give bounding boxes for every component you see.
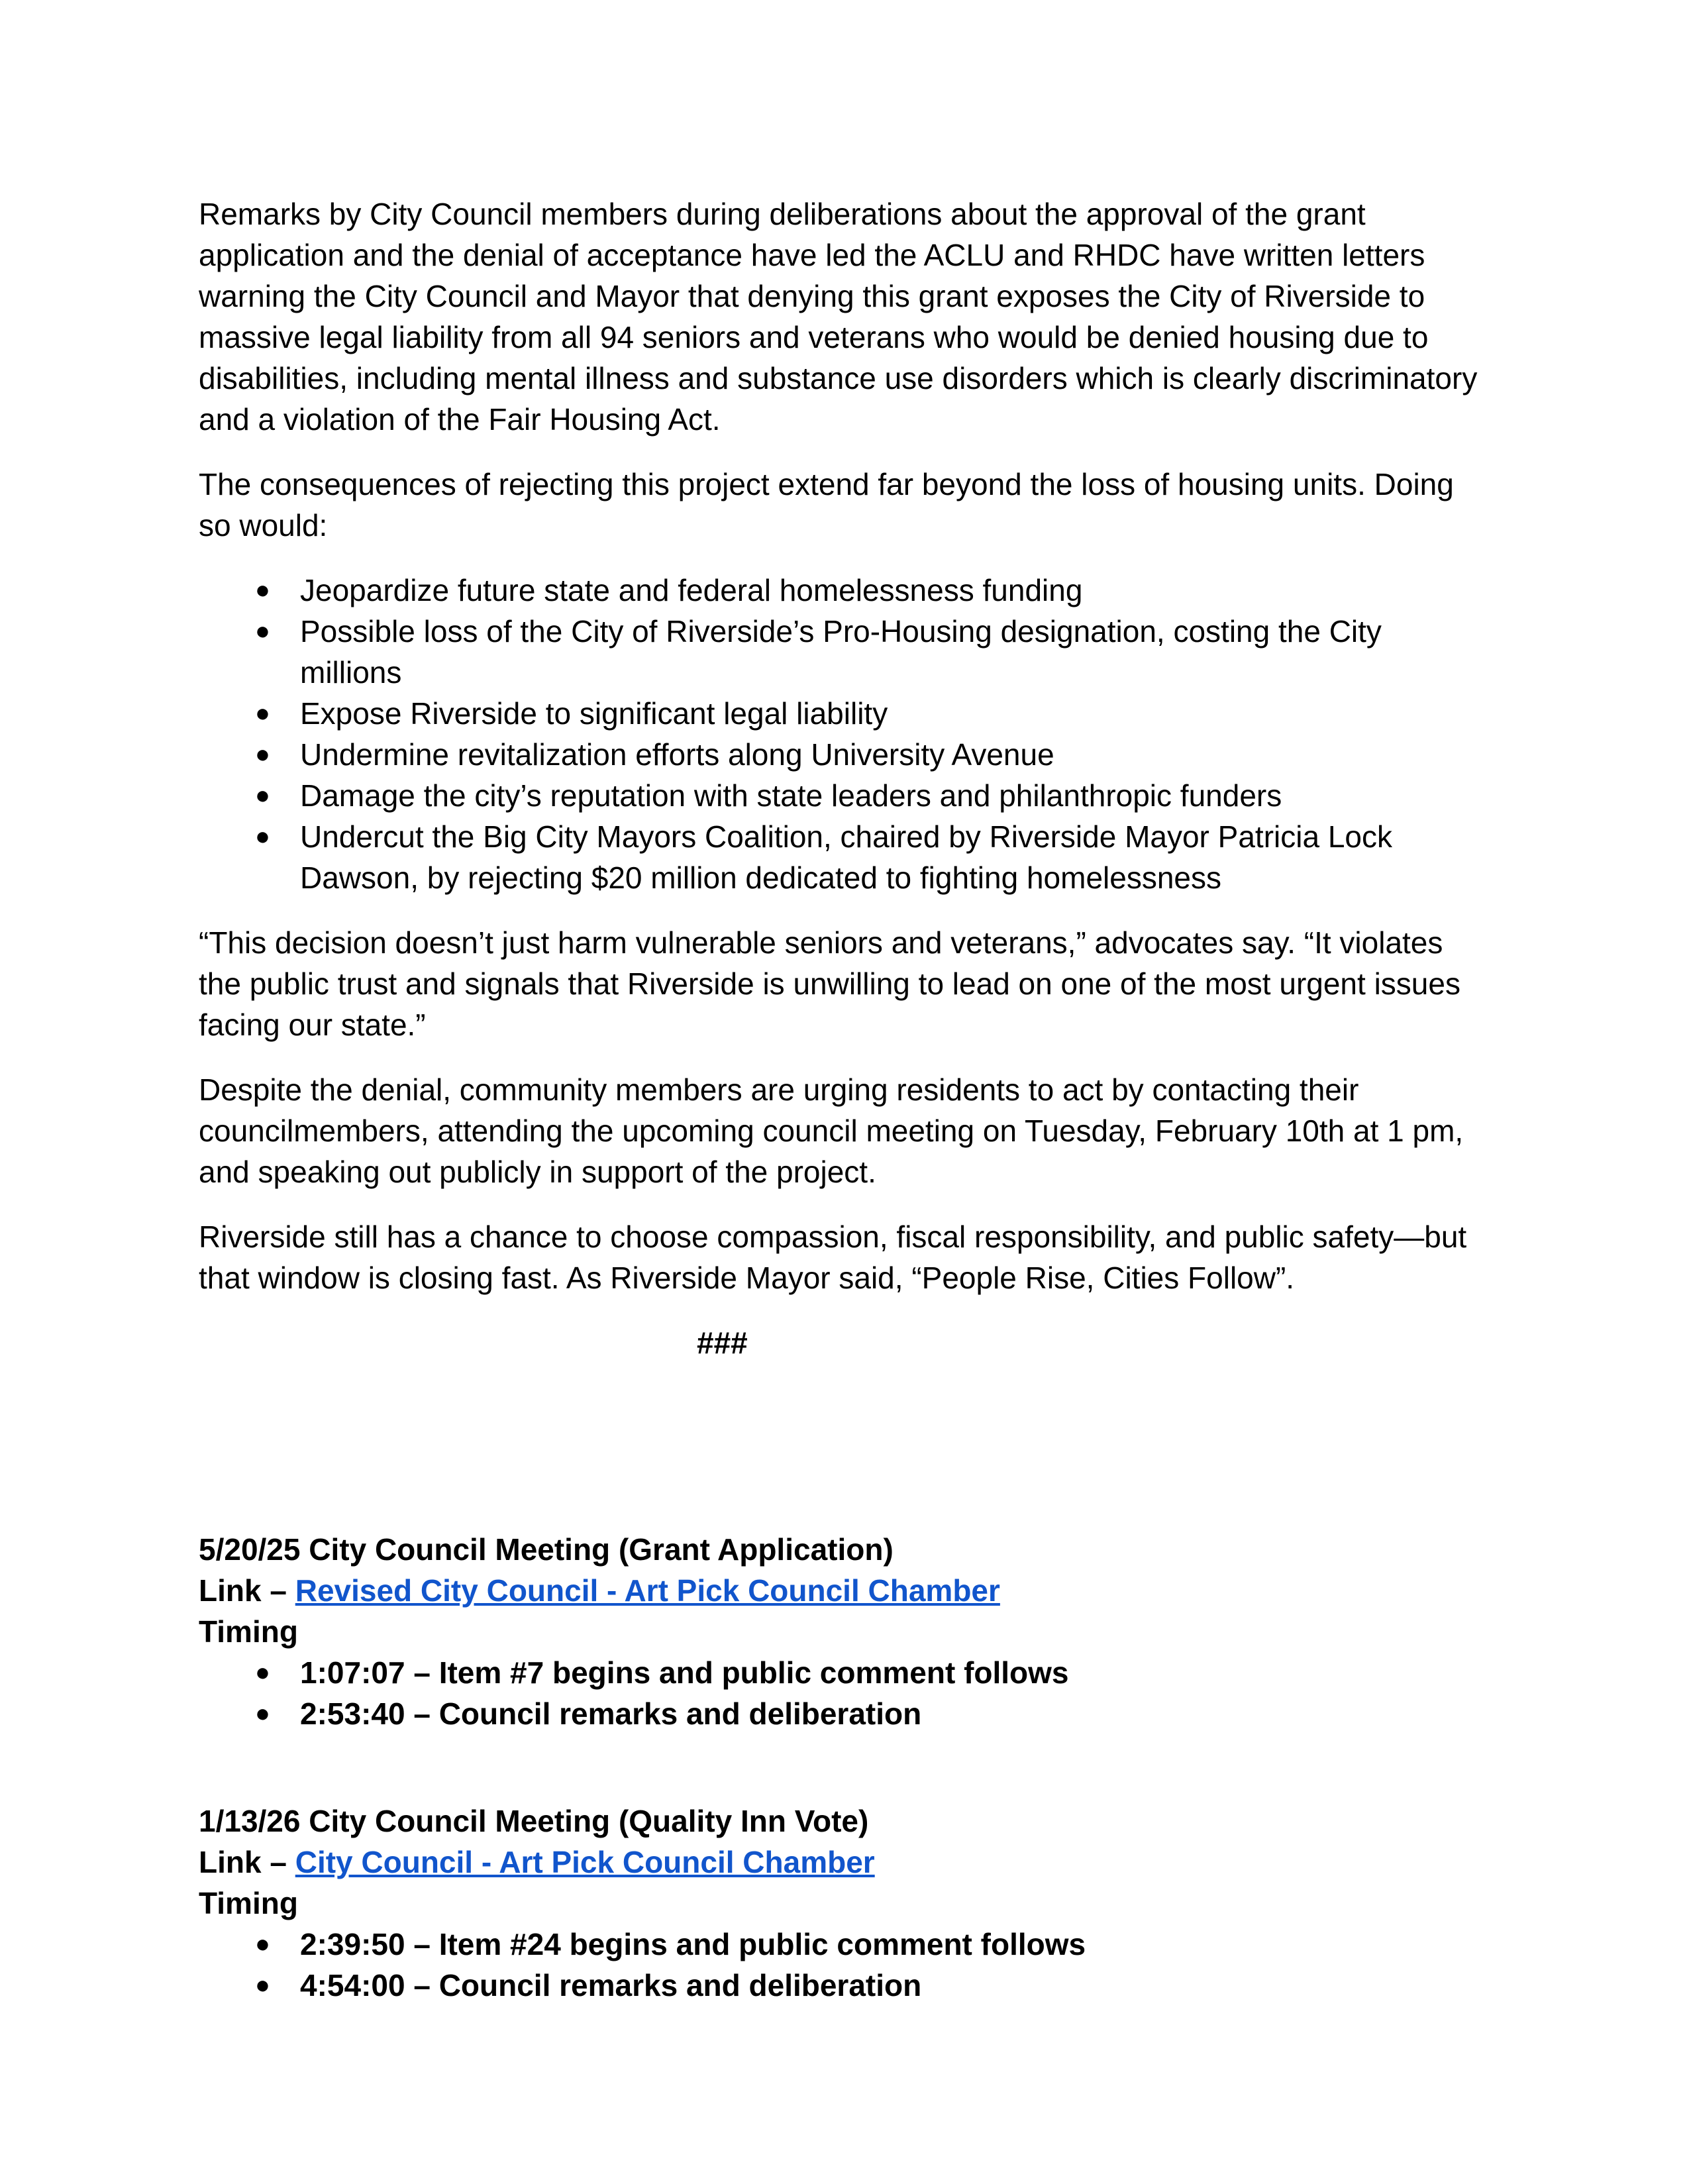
- list-item: ● Undermine revitalization efforts along University Avenue: [199, 734, 1490, 775]
- body-paragraph-consequences-intro: The consequences of rejecting this project extend far beyond the loss of housing units. Doing so would:: [199, 467, 1454, 543]
- section-heading: 5/20/25 City Council Meeting (Grant Application): [199, 1532, 894, 1567]
- timing-list: [199, 1924, 1490, 2006]
- timing-label: Timing: [199, 1886, 298, 1920]
- body-paragraph-remarks: Remarks by City Council members during deliberations about the approval of the grant application and the denial of acceptance have led the ACLU and RHDC have written letters warning the City Council and Mayor that denying this grant exposes the City of Riverside to massive legal liability from all 94 seniors and veterans who would be denied housing due to disabilities, including mental illness and substance use disorders which is clearly discriminatory and a violation of the Fair Housing Act.: [199, 197, 1478, 437]
- meeting-link-city-council[interactable]: City Council - Art Pick Council Chamber: [295, 1845, 875, 1879]
- timing-list: [199, 1652, 1490, 1734]
- meeting-section-grant-application: [199, 1529, 1490, 1734]
- consequence-bullet-list: [199, 570, 1490, 898]
- link-line: [199, 1842, 1490, 1883]
- list-item: ● Jeopardize future state and federal homelessness funding: [199, 570, 1490, 611]
- timing-item: ● 4:54:00 – Council remarks and deliberation: [199, 1965, 1490, 2006]
- timing-item: ● 1:07:07 – Item #7 begins and public comment follows: [199, 1652, 1490, 1693]
- list-item: ● Possible loss of the City of Riverside’s Pro-Housing designation, costing the City millions: [199, 611, 1490, 693]
- body-paragraph-call-to-action: Despite the denial, community members are urging residents to act by contacting their councilmembers, attending the upcoming council meeting on Tuesday, February 10th at 1 pm, and speaking out publicly in support of the project.: [199, 1072, 1464, 1189]
- section-heading: 1/13/26 City Council Meeting (Quality Inn Vote): [199, 1804, 869, 1838]
- timing-item: ● 2:53:40 – Council remarks and deliberation: [199, 1693, 1490, 1734]
- timing-item: ● 2:39:50 – Item #24 begins and public comment follows: [199, 1924, 1490, 1965]
- body-paragraph-advocates-quote: “This decision doesn’t just harm vulnerable seniors and veterans,” advocates say. “It violates the public trust and signals that Riverside is unwilling to lead on one of the most urgent issues facing our state.”: [199, 925, 1460, 1042]
- list-item: ● Damage the city’s reputation with state leaders and philanthropic funders: [199, 775, 1490, 816]
- link-line: [199, 1570, 1490, 1611]
- body-paragraph-closing: Riverside still has a chance to choose compassion, fiscal responsibility, and public safety—but that window is closing fast. As Riverside Mayor said, “People Rise, Cities Follow”.: [199, 1220, 1467, 1295]
- link-label: Link –: [199, 1845, 295, 1879]
- list-item: ● Undercut the Big City Mayors Coalition, chaired by Riverside Mayor Patricia Lock Dawson, by rejecting $20 million dedicated to fighting homelessness: [199, 816, 1490, 898]
- list-item: ● Expose Riverside to significant legal liability: [199, 693, 1490, 734]
- link-label: Link –: [199, 1573, 295, 1608]
- meeting-link-revised-city-council[interactable]: Revised City Council - Art Pick Council Chamber: [295, 1573, 1000, 1608]
- meeting-section-quality-inn-vote: [199, 1800, 1490, 2006]
- timing-label: Timing: [199, 1614, 298, 1649]
- closing-mark: ###: [697, 1326, 748, 1360]
